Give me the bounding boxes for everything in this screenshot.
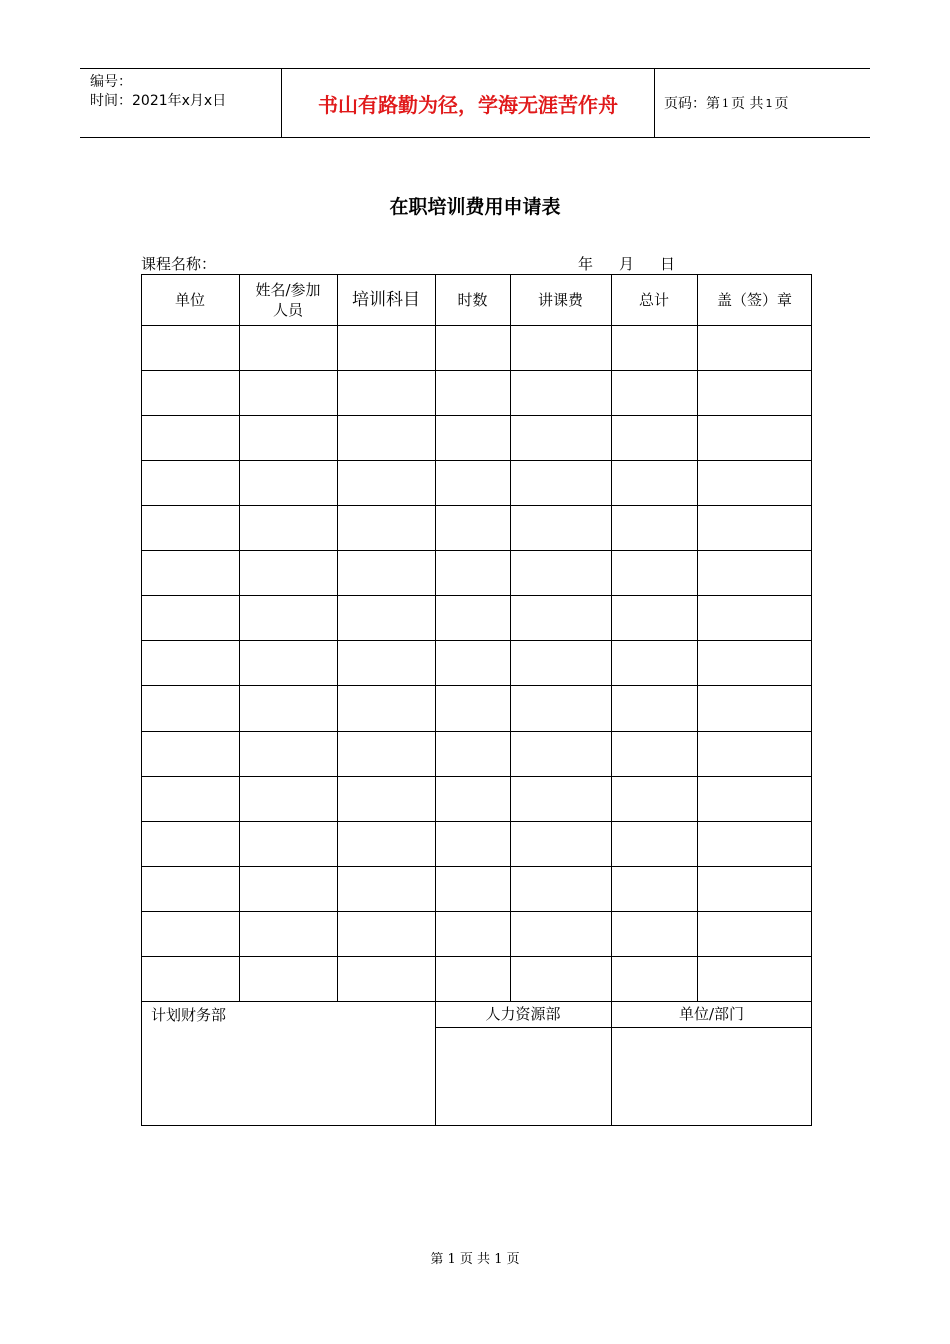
table-cell [141, 866, 239, 911]
table-cell [141, 821, 239, 866]
table-cell [697, 685, 812, 730]
table-row [141, 460, 812, 505]
table-rule [141, 274, 812, 275]
table-cell [435, 505, 510, 550]
header-divider [654, 69, 655, 137]
table-row [141, 776, 812, 821]
table-row [141, 505, 812, 550]
table-cell [697, 731, 812, 776]
table-cell [510, 731, 611, 776]
table-cell [611, 685, 697, 730]
table-cell [510, 415, 611, 460]
table-cell [239, 325, 337, 370]
header-page-number: 页码：第 1 页 共 1 页 [664, 96, 789, 112]
table-cell [611, 776, 697, 821]
table-cell [510, 685, 611, 730]
header-motto: 书山有路勤为径，学海无涯苦作舟 [318, 92, 618, 117]
table-rule [141, 1001, 812, 1002]
table-cell [239, 956, 337, 1001]
table-rule [611, 1001, 612, 1126]
column-header: 盖（签）章 [716, 290, 792, 309]
table-row [141, 866, 812, 911]
time-label: 时间：2021年x月x日 [90, 93, 227, 109]
table-cell [510, 505, 611, 550]
column-header: 总计 [638, 290, 669, 309]
table-cell [141, 731, 239, 776]
table-cell [337, 370, 435, 415]
table-cell [337, 460, 435, 505]
table-cell [337, 595, 435, 640]
table-cell [239, 821, 337, 866]
table-cell [239, 595, 337, 640]
table-row [141, 956, 812, 1001]
table-cell [611, 866, 697, 911]
table-cell [141, 505, 239, 550]
table-cell [337, 911, 435, 956]
table-cell [697, 370, 812, 415]
table-cell [510, 866, 611, 911]
page-header [80, 68, 870, 138]
table-cell [435, 595, 510, 640]
table-cell [435, 370, 510, 415]
table-rule [435, 1027, 812, 1028]
table-cell [510, 460, 611, 505]
table-cell [510, 776, 611, 821]
table-row [141, 370, 812, 415]
table-cell [141, 370, 239, 415]
table-cell [239, 640, 337, 685]
table-cell [435, 731, 510, 776]
table-cell [337, 685, 435, 730]
table-cell [337, 550, 435, 595]
column-header: 姓名/参加人员 [255, 280, 321, 319]
table-cell [510, 956, 611, 1001]
table-cell [611, 595, 697, 640]
table-cell [239, 460, 337, 505]
column-header: 时数 [457, 290, 488, 309]
table-cell [337, 325, 435, 370]
course-name-label: 课程名称： [141, 255, 217, 273]
table-cell [611, 731, 697, 776]
table-cell [337, 640, 435, 685]
column-header: 单位 [174, 290, 205, 309]
table-row [141, 911, 812, 956]
table-cell [141, 640, 239, 685]
table-cell [141, 595, 239, 640]
column-header: 培训科目 [352, 289, 420, 310]
table-cell [141, 685, 239, 730]
table-cell [435, 325, 510, 370]
table-cell [337, 505, 435, 550]
table-cell [435, 776, 510, 821]
table-cell [435, 550, 510, 595]
table-cell [435, 460, 510, 505]
table-cell [239, 911, 337, 956]
table-cell [510, 640, 611, 685]
table-cell [337, 821, 435, 866]
serial-label: 编号： [90, 74, 132, 90]
table-cell [337, 776, 435, 821]
table-cell [337, 415, 435, 460]
table-cell [141, 415, 239, 460]
table-cell [435, 866, 510, 911]
table-rule [435, 1001, 436, 1126]
table-cell [435, 640, 510, 685]
table-cell [141, 956, 239, 1001]
finance-dept-label: 计划财务部 [151, 1006, 227, 1024]
date-month: 月 [619, 255, 635, 273]
column-header: 讲课费 [537, 290, 583, 309]
page-footer: 第 1 页 共 1 页 [430, 1252, 520, 1267]
table-cell [337, 731, 435, 776]
table-cell [611, 325, 697, 370]
table-cell [611, 370, 697, 415]
table-cell [435, 911, 510, 956]
table-cell [611, 956, 697, 1001]
table-cell [141, 911, 239, 956]
table-cell [141, 460, 239, 505]
table-cell [239, 370, 337, 415]
table-cell [510, 821, 611, 866]
table-cell [611, 415, 697, 460]
table-row [141, 821, 812, 866]
table-cell [697, 505, 812, 550]
table-cell [239, 415, 337, 460]
table-cell [697, 595, 812, 640]
date-day: 日 [660, 255, 676, 273]
application-table [141, 274, 812, 1126]
table-cell [611, 505, 697, 550]
table-cell [239, 866, 337, 911]
table-row [141, 685, 812, 730]
table-cell [697, 640, 812, 685]
table-cell [697, 325, 812, 370]
table-cell [510, 550, 611, 595]
table-cell [611, 550, 697, 595]
table-cell [510, 325, 611, 370]
table-cell [697, 956, 812, 1001]
table-cell [510, 911, 611, 956]
table-cell [435, 415, 510, 460]
table-cell [611, 821, 697, 866]
table-row [141, 550, 812, 595]
table-cell [697, 911, 812, 956]
table-cell [239, 776, 337, 821]
table-cell [611, 640, 697, 685]
table-cell [239, 685, 337, 730]
table-cell [697, 460, 812, 505]
table-cell [337, 956, 435, 1001]
table-cell [435, 821, 510, 866]
table-cell [239, 505, 337, 550]
table-cell [697, 550, 812, 595]
header-meta [90, 73, 226, 111]
table-cell [697, 866, 812, 911]
table-cell [510, 595, 611, 640]
table-cell [337, 866, 435, 911]
date-year: 年 [578, 255, 594, 273]
form-title: 在职培训费用申请表 [389, 196, 561, 218]
table-row [141, 595, 812, 640]
table-cell [141, 325, 239, 370]
table-row [141, 640, 812, 685]
table-cell [141, 776, 239, 821]
table-cell [435, 685, 510, 730]
unit-dept-label: 单位/部门 [678, 1005, 745, 1023]
table-cell [239, 550, 337, 595]
table-cell [141, 550, 239, 595]
table-row [141, 415, 812, 460]
table-cell [435, 956, 510, 1001]
table-cell [697, 776, 812, 821]
table-cell [697, 821, 812, 866]
table-cell [611, 460, 697, 505]
table-cell [510, 370, 611, 415]
table-cell [611, 911, 697, 956]
table-cell [239, 731, 337, 776]
table-cell [697, 415, 812, 460]
date-field [578, 253, 675, 274]
table-row [141, 731, 812, 776]
table-rule [141, 1125, 812, 1126]
hr-dept-label: 人力资源部 [485, 1005, 561, 1023]
table-row [141, 325, 812, 370]
